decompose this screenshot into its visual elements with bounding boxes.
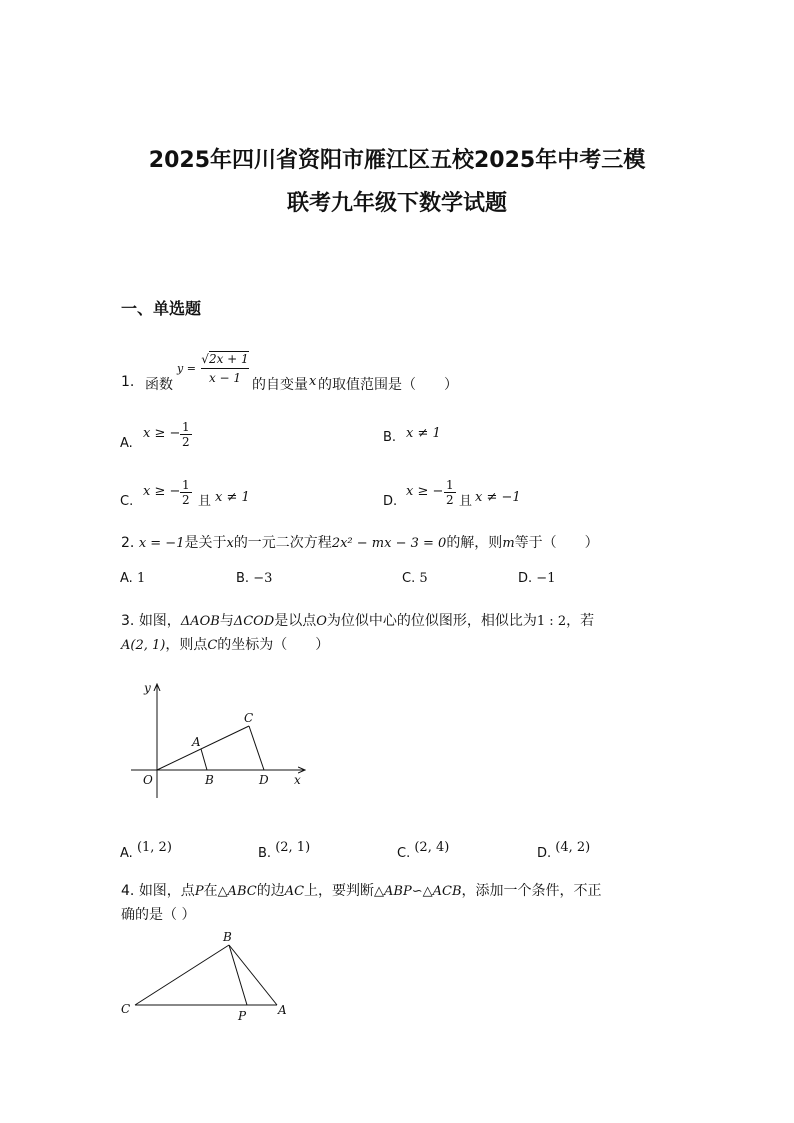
equation: 2x² − mx − 3 = 0 — [331, 536, 447, 551]
point-a-coord: A(2, 1) — [121, 638, 166, 653]
question-number: 4. — [121, 883, 135, 899]
segment-cb — [135, 945, 229, 1005]
question-number: 3. — [121, 613, 135, 629]
option-d[interactable]: D. (4, 2) — [537, 840, 591, 861]
question-text: 为位似中心的位似图形，相似比为 — [326, 613, 537, 629]
option-expression: x ≠ 1 — [406, 426, 441, 441]
question-text: 确的是（ ） — [121, 907, 196, 923]
similarity-statement: △ABP∽△ACB — [374, 884, 462, 899]
question-text: 函数 — [145, 377, 173, 393]
question-4-line2 — [121, 904, 195, 924]
formula-fraction: √2x + 1 x − 1 — [201, 352, 249, 385]
label-b: B — [205, 773, 214, 787]
option-expression: x ≥ − — [143, 484, 181, 499]
option-expression: x ≠ 1 — [215, 490, 250, 505]
point-o: O — [316, 614, 327, 629]
option-d[interactable]: D. −1 — [518, 571, 556, 586]
fraction-half: $\frac{1}{2}$ — [182, 478, 190, 507]
triangle-cod: ΔCOD — [233, 614, 275, 629]
variable-x: x — [309, 374, 317, 389]
question-text: 与 — [219, 613, 234, 629]
variable-m: m — [502, 536, 515, 551]
option-label: A. — [120, 436, 133, 451]
option-label: B. — [383, 430, 397, 445]
formula: x = −1 — [138, 536, 185, 551]
page-title-line2: 联考九年级下数学试题 — [286, 191, 507, 216]
label-x: x — [294, 773, 301, 787]
formula-y: y = — [177, 362, 196, 375]
option-c[interactable]: C. (2, 4) — [397, 840, 450, 861]
page-title-line1: 2025年四川省资阳市雁江区五校2025年中考三模 — [148, 148, 646, 173]
question-number: 2. — [121, 535, 135, 551]
label-o: O — [143, 773, 153, 787]
fraction-denominator: x − 1 — [208, 371, 242, 385]
option-b[interactable]: B. (2, 1) — [258, 840, 311, 861]
question-text: 的一元二次方程 — [233, 535, 332, 551]
option-and: 且 — [198, 494, 212, 509]
question-text: 的坐标为（ ） — [217, 637, 330, 653]
triangle-aob: ΔAOB — [180, 614, 220, 629]
question-text: 是关于 — [184, 535, 227, 551]
question-text: ，添加一个条件，不正 — [461, 883, 602, 899]
fraction-half: $\frac{1}{2}$ — [446, 478, 454, 507]
segment-bp — [229, 945, 247, 1005]
option-expression: x ≥ − — [143, 426, 181, 441]
question-number: 1. — [121, 374, 135, 390]
section-heading: 一、单选题 — [121, 299, 202, 318]
question-3 — [121, 610, 594, 630]
triangle-figure — [115, 925, 300, 1025]
point-c: C — [207, 638, 218, 653]
ratio: 1 : 2 — [536, 614, 567, 629]
label-p: P — [238, 1009, 247, 1023]
point-p: P — [194, 884, 204, 899]
variable-x: x — [226, 536, 234, 551]
question-text: 在 — [203, 883, 218, 899]
question-text: 的取值范围是（ ） — [318, 377, 458, 393]
option-a[interactable]: A. (1, 2) — [120, 840, 172, 861]
question-text: ，则点 — [165, 637, 208, 653]
label-a: A — [278, 1003, 287, 1017]
triangle-abc: △ABC — [217, 884, 257, 899]
question-text: 的边 — [256, 883, 285, 899]
coordinate-figure — [125, 678, 315, 798]
question-text: 是以点 — [274, 613, 317, 629]
option-a[interactable]: A. 1 — [120, 571, 146, 586]
option-b[interactable]: B. −3 — [236, 571, 273, 586]
question-4 — [121, 880, 602, 900]
question-text: 的自变量 — [252, 377, 308, 393]
segment-ab — [201, 749, 207, 770]
question-3-line2 — [121, 634, 329, 654]
question-text: 如图，点 — [138, 883, 195, 899]
label-d: D — [259, 773, 269, 787]
option-label: D. — [383, 494, 398, 509]
segment-ba — [229, 945, 277, 1005]
sqrt-argument: 2x + 1 — [208, 352, 249, 366]
label-a: A — [192, 735, 201, 749]
question-text: 的解，则 — [446, 535, 503, 551]
option-label: C. — [120, 494, 134, 509]
label-c: C — [121, 1002, 131, 1016]
question-2 — [121, 532, 599, 552]
label-c: C — [244, 711, 254, 725]
option-and: 且 — [459, 494, 473, 509]
option-expression: x ≥ − — [406, 484, 444, 499]
label-b: B — [223, 930, 232, 944]
segment-cd — [249, 726, 264, 770]
question-text: 如图， — [138, 613, 181, 629]
option-c[interactable]: C. 5 — [402, 571, 428, 586]
label-y: y — [144, 681, 151, 695]
fraction-half: $\frac{1}{2}$ — [182, 420, 190, 449]
question-text: 等于（ ） — [514, 535, 599, 551]
question-text: ，若 — [566, 613, 595, 629]
question-text: 上，要判断 — [304, 883, 375, 899]
option-expression: x ≠ −1 — [475, 490, 521, 505]
segment-oc — [157, 726, 249, 770]
segment-ac: AC — [284, 884, 305, 899]
